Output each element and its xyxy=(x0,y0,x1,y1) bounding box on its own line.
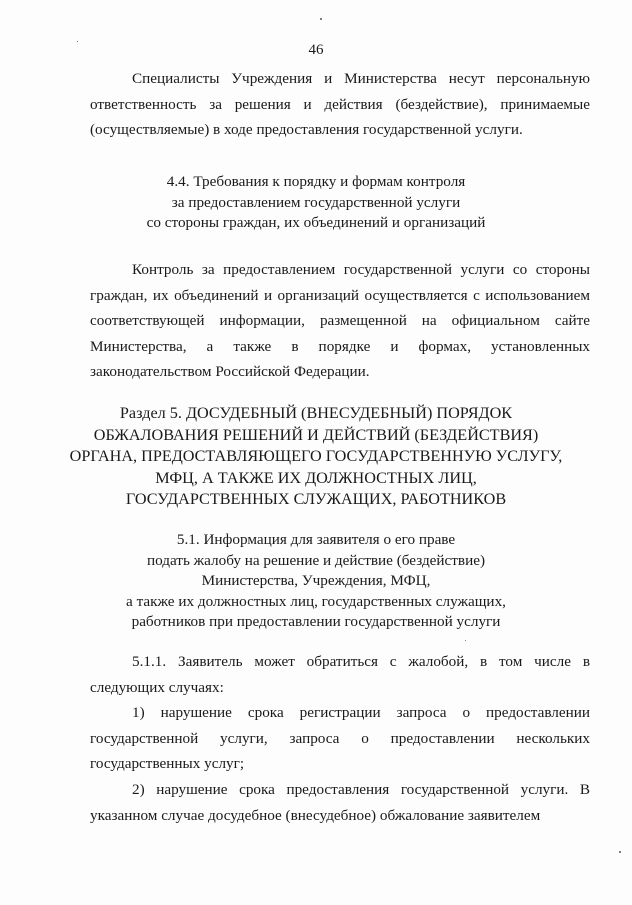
heading-4-4-line-1: 4.4. Требования к порядку и формам контроля xyxy=(166,173,466,190)
scan-speck xyxy=(77,41,78,42)
list-item-1: 1) нарушение срока регистрации запроса о предоставлении государственной услуги, запроса о предоставлении нескольких государственных услуг; xyxy=(90,704,590,773)
heading-4-4 xyxy=(0,172,632,234)
heading-5-1-line-3: Министерства, Учреждения, МФЦ, xyxy=(201,572,431,589)
section-5-title-line-4: МФЦ, А ТАКЖЕ ИХ ДОЛЖНОСТНЫХ ЛИЦ, xyxy=(155,468,477,487)
heading-5-1 xyxy=(0,530,632,633)
heading-5-1-line-2: подать жалобу на решение и действие (бездействие) xyxy=(146,551,486,569)
list-item-2: 2) нарушение срока предоставления государственной услуги. В указанном случае досудебное (внесудебное) обжалование заявителем xyxy=(90,781,590,824)
heading-4-4-line-3: со стороны граждан, их объединений и организаций xyxy=(146,214,486,231)
scan-speck xyxy=(465,640,466,641)
section-5-title-line-5: ГОСУДАРСТВЕННЫХ СЛУЖАЩИХ, РАБОТНИКОВ xyxy=(125,490,507,508)
section-5-title-line-1: Раздел 5. ДОСУДЕБНЫЙ (ВНЕСУДЕБНЫЙ) ПОРЯДОК xyxy=(119,404,513,422)
heading-5-1-line-5: работников при предоставлении государственной услуги xyxy=(131,613,501,630)
paragraph-responsibility: Специалисты Учреждения и Министерства несут персональную ответственность за решения и действия (бездействие), принимаемые (осуществляемые) в ходе предоставления государственной услуги. xyxy=(90,70,590,139)
heading-5-1-line-1: 5.1. Информация для заявителя о его праве xyxy=(176,531,456,548)
paragraph-citizen-control: Контроль за предоставлением государственной услуги со стороны граждан, их объединений и организаций осуществляется с использованием соответствующей информации, размещенной на официальном сайте Министерства, а также в порядке и формах, установленных законодательством Российской Федерации. xyxy=(90,261,590,381)
heading-4-4-line-2: за предоставлением государственной услуги xyxy=(171,193,461,211)
section-5-title-line-2: ОБЖАЛОВАНИЯ РЕШЕНИЙ И ДЕЙСТВИЙ (БЕЗДЕЙСТВИЯ) xyxy=(93,425,539,444)
section-5-title xyxy=(0,403,632,511)
page-number: 46 xyxy=(308,42,324,58)
paragraph-5-1-1: 5.1.1. Заявитель может обратиться с жалобой, в том числе в следующих случаях: xyxy=(90,653,590,696)
section-5-title-line-3: ОРГАНА, ПРЕДОСТАВЛЯЮЩЕГО ГОСУДАРСТВЕННУЮ УСЛУГУ, xyxy=(69,447,563,465)
scan-speck xyxy=(619,851,621,853)
scan-speck xyxy=(320,18,322,20)
heading-5-1-line-4: а также их должностных лиц, государственных служащих, xyxy=(126,592,506,610)
